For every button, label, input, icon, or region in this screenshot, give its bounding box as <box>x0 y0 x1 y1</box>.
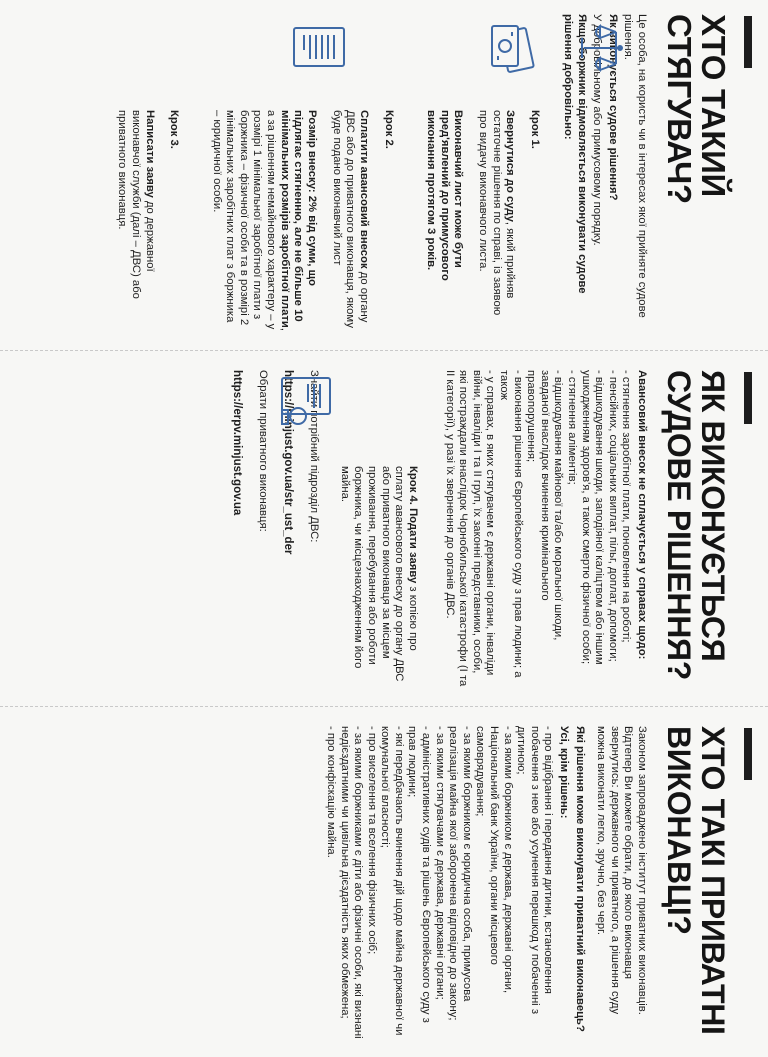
question-text: Які рішення може виконувати приватний виконавець? <box>573 726 586 1032</box>
list-item: - відшкодування майнової та/або моральної шкоди, завданої внаслідок вчинення кримінального правопорушення; <box>525 370 565 641</box>
question-text: Як виконується судове рішення? <box>606 14 619 201</box>
panel-title: ХТО ТАКИЙ СТЯГУВАЧ? <box>661 14 732 204</box>
step2-bold: Сплатити авансовий внесок <box>357 110 370 269</box>
step2-text: до органу ДВС або до приватного виконавця, якому буде подано виконавчий лист <box>330 110 370 328</box>
step1-text: , який прийняв остаточне рішення по справі, із заявою про видачу виконавчого листа. <box>477 110 517 316</box>
step3-text: до державної виконавчої служби (далі – ДВС) або приватного виконавця. <box>116 110 156 299</box>
list-item: - виконання рішення Європейського суду з прав людини; а також <box>498 370 524 678</box>
panel-title: ЯК ВИКОНУЄТЬСЯ СУДОВЕ РІШЕННЯ? <box>661 370 731 681</box>
exception-list <box>323 726 554 1043</box>
intro-text: Законом запроваджено інститут приватних виконавців. Відтепер Ви можете обрати, до якого виконавця звернутись: державного чи приватного, а рішення суду можна виконати легко, зручно, без черг. <box>595 726 648 1015</box>
list-item: - про виселення та вселення фізичних осіб; <box>365 726 378 955</box>
list-item: - за якими стягувачами є держава, державні органи; <box>433 726 446 1000</box>
list-item: - про відібрання і передання дитини, встановлення побачення з нею або усунення перешкод у побаченні з дитиною; <box>515 726 555 1015</box>
refuse-text: Якщо боржник відмовляється виконувати судове рішення добровільно: <box>562 14 588 294</box>
step3-title: Крок 3. <box>168 110 181 149</box>
list-item: - адміністративних судів та рішень Європейського суду з прав людини; <box>406 726 433 1023</box>
all-except-text: Усі, крім рішень: <box>558 726 571 819</box>
list-item: - стягнення заробітної плати, поновлення на роботі; <box>620 370 633 643</box>
step1-note: Виконавчий лист може бути пред'явлений до примусового виконання протягом 3 років. <box>424 110 465 281</box>
list-item: - за якими боржником є юридична особа, примусова реалізація майна якої заборонена відповідно до закону; <box>447 726 473 1021</box>
list-item: - стягнення аліментів; <box>566 370 579 485</box>
panel-private-executors <box>0 712 768 1057</box>
header-bar <box>744 728 752 780</box>
header-bar <box>744 16 752 68</box>
exemption-list <box>442 370 632 687</box>
stamp-document-icon <box>276 372 334 434</box>
step2-size-text: , а за рішенням немайнового характеру – у розмірі 1 мінімальної заробітної плати з боржника – фізичної особи та в розмірі 2 мінімальних заробітних плат з боржника – юридичної особи. <box>210 110 291 332</box>
document-icon <box>290 20 348 74</box>
not-paid-text: Авансовий внесок не сплачується у справах щодо: <box>636 370 648 660</box>
step3-bold: Написати заяву <box>143 110 156 198</box>
list-item: - пенсійних, соціальних виплат, пільг, доплат, допомоги; <box>606 370 619 662</box>
step4-title: Крок 4. <box>406 466 419 505</box>
panel-title: ХТО ТАКІ ПРИВАТНІ ВИКОНАВЦІ? <box>661 726 731 1035</box>
step2-title: Крок 2. <box>382 110 395 149</box>
step4-bold: Подати заяву <box>406 508 419 584</box>
step1-title: Крок 1. <box>529 110 542 149</box>
private-executor-link[interactable]: https://erpv.minjust.gov.ua <box>231 370 244 516</box>
list-item: - які передбачають вчинення дій щодо майна державної чи комунальної власності; <box>379 726 405 1036</box>
list-item: - за якими боржниками є діти або фізичні особи, які визнані недієздатними чи цивільна дієздатність яких обмежена; <box>338 726 365 1039</box>
choose-private-text: Обрати приватного виконавця: <box>257 370 270 532</box>
dvs-link[interactable]: https://minjust.gov.ua/str_ust_der <box>281 370 294 555</box>
step2-size-bold: Розмір внеску: 2% від суми, що підлягає стягненню, але не більше 10 мінімальних розмірів заробітної плати <box>278 110 318 328</box>
header-bar <box>744 372 752 424</box>
answer-text: У добровільному або примусовому порядку. <box>591 14 604 246</box>
scales-icon <box>576 22 628 74</box>
fold-line <box>0 350 768 351</box>
list-item: - у справах, в яких стягувачем є державні органи, інваліди війни, інваліди I та II груп, їх законні представники, особи, які постраждали внаслідок Чорнобильської катастрофи (I та II категорії), у разі їх звернення до органів ДВС. <box>443 370 497 687</box>
fold-line <box>0 706 768 707</box>
find-dvs-text: Знайти потрібний підрозділ ДВС: <box>307 370 320 543</box>
list-item: - про конфіскацію майна. <box>324 726 337 858</box>
step4-text: з копією про сплату авансового внеску до органу ДВС або приватного виконавця за місцем проживання, перебування або роботи боржника, чи місцезнаходженням його майна. <box>338 466 419 682</box>
money-icon <box>478 18 536 78</box>
panel-who-is-claimant <box>0 0 768 345</box>
list-item: - за якими боржником є держава, державні органи, Національний банк України, органи місцевого самоврядування; <box>474 726 514 994</box>
step1-bold: Звернутися до суду <box>504 110 517 222</box>
intro-text: Це особа, на користь чи в інтересах якої прийняте судове рішення. <box>622 14 648 318</box>
panel-how-executed <box>0 356 768 701</box>
list-item: - відшкодування шкоди, заподіяної каліцтвом або іншим ушкодженням здоров'я, а також смертю фізичної особи; <box>579 370 606 665</box>
